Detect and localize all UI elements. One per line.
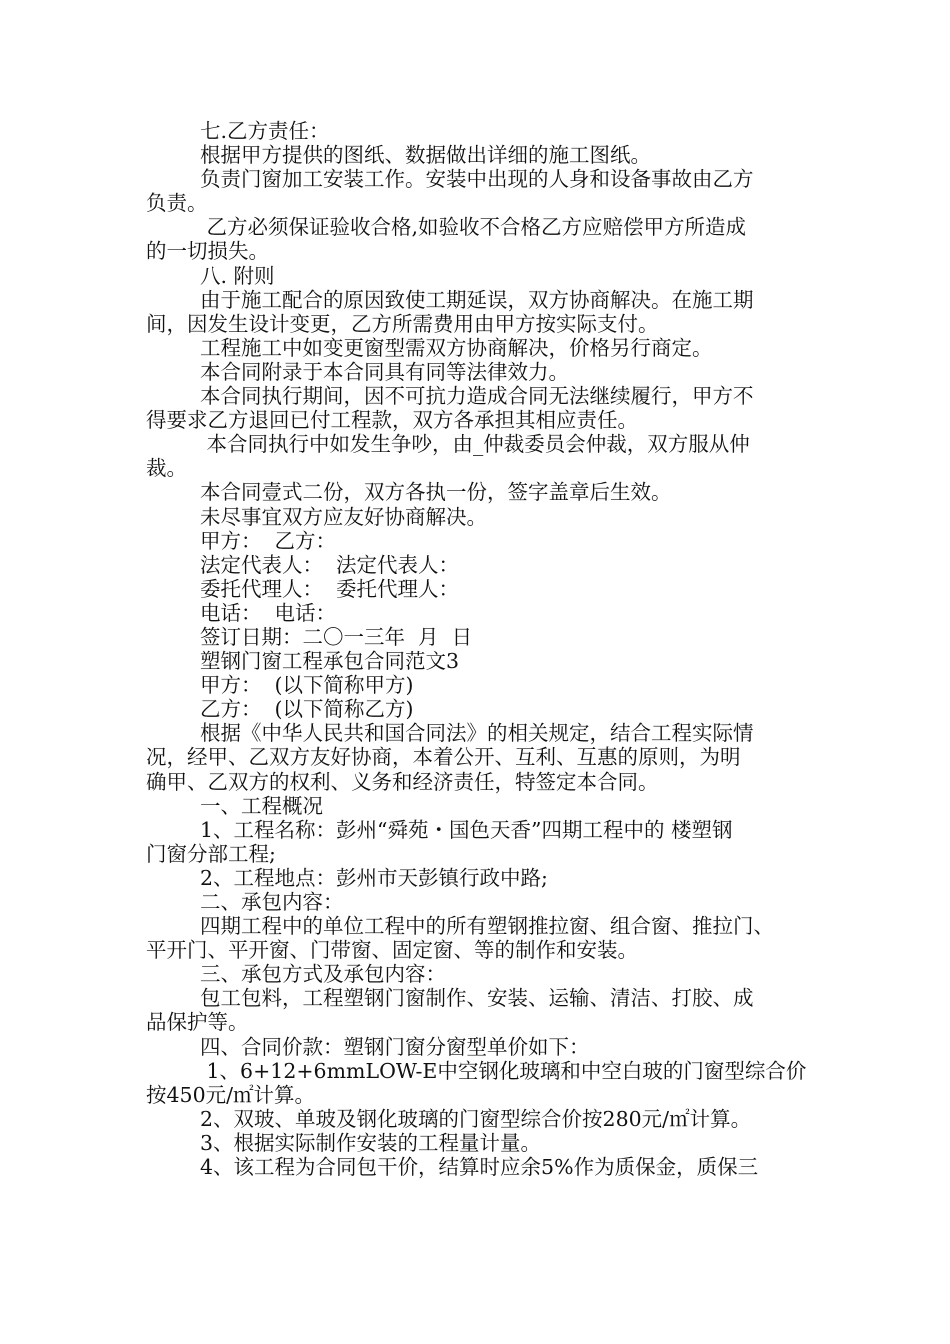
text-line: 负责。 bbox=[146, 191, 208, 216]
text-line: 得要求乙方退回已付工程款，双方各承担其相应责任。 bbox=[146, 408, 638, 433]
text-line: 二、承包内容： bbox=[200, 890, 344, 914]
text-line: 三、承包方式及承包内容： bbox=[200, 962, 446, 987]
text-line: 乙方必须保证验收合格,如验收不合格乙方应赔偿甲方所造成 bbox=[200, 215, 747, 240]
text-line: 未尽事宜双方应友好协商解决。 bbox=[200, 504, 487, 529]
text-line: 况，经甲、乙双方友好协商，本着公开、互利、互惠的原则，为明 bbox=[146, 745, 741, 770]
text-line: 本合同执行中如发生争吵，由_仲裁委员会仲裁，双方服从仲 bbox=[200, 432, 750, 457]
text-line: 七.乙方责任： bbox=[200, 119, 330, 143]
text-line: 甲方： (以下简称甲方) bbox=[200, 673, 414, 698]
text-line: 2、工程地点：彭州市天彭镇行政中路; bbox=[200, 865, 548, 890]
text-line: 门窗分部工程; bbox=[146, 841, 276, 866]
text-line: 由于施工配合的原因致使工期延误，双方协商解决。在施工期 bbox=[200, 287, 754, 312]
text-line: 确甲、乙双方的权利、义务和经济责任，特签定本合同。 bbox=[146, 769, 659, 794]
text-line: 四、合同价款：塑钢门窗分窗型单价如下： bbox=[200, 1034, 590, 1059]
text-line: 本合同附录于本合同具有同等法律效力。 bbox=[200, 359, 569, 384]
text-line: 签订日期：二〇一三年 月 日 bbox=[200, 624, 473, 649]
text-line: 甲方： 乙方： bbox=[200, 528, 337, 553]
text-line: 八. 附则 bbox=[200, 263, 275, 288]
text-line: 根据甲方提供的图纸、数据做出详细的施工图纸。 bbox=[200, 143, 651, 168]
text-line: 平开门、平开窗、门带窗、固定窗、等的制作和安装。 bbox=[146, 938, 638, 963]
text-line: 3、根据实际制作安装的工程量计量。 bbox=[200, 1130, 542, 1155]
text-line: 包工包料，工程塑钢门窗制作、安装、运输、清洁、打胶、成 bbox=[200, 986, 754, 1011]
text-line: 本合同壹式二份，双方各执一份，签字盖章后生效。 bbox=[200, 480, 672, 505]
text-line: 乙方： (以下简称乙方) bbox=[200, 697, 414, 722]
text-line: 间，因发生设计变更，乙方所需费用由甲方按实际支付。 bbox=[146, 311, 659, 336]
text-line: 2、双玻、单玻及钢化玻璃的门窗型综合价按280元/㎡计算。 bbox=[200, 1106, 752, 1131]
text-line: 一、工程概况 bbox=[200, 793, 323, 818]
text-line: 1、6+12+6mmLOW-E中空钢化玻璃和中空白玻的门窗型综合价 bbox=[200, 1058, 807, 1083]
text-line: 委托代理人： 委托代理人： bbox=[200, 576, 460, 601]
text-line: 四期工程中的单位工程中的所有塑钢推拉窗、组合窗、推拉门、 bbox=[200, 914, 774, 939]
text-line: 1、工程名称：彭州“舜苑・国色天香”四期工程中的 楼塑钢 bbox=[200, 817, 733, 842]
text-line: 法定代表人： 法定代表人： bbox=[200, 552, 460, 577]
text-line: 品保护等。 bbox=[146, 1010, 249, 1035]
document-body bbox=[146, 119, 806, 1179]
text-line: 裁。 bbox=[146, 456, 187, 481]
text-line: 按450元/㎡计算。 bbox=[146, 1082, 316, 1107]
text-line: 根据《中华人民共和国合同法》的相关规定，结合工程实际情 bbox=[200, 721, 754, 746]
text-line: 塑钢门窗工程承包合同范文3 bbox=[200, 649, 460, 674]
text-line: 工程施工中如变更窗型需双方协商解决，价格另行商定。 bbox=[200, 335, 713, 360]
text-line: 本合同执行期间，因不可抗力造成合同无法继续履行，甲方不 bbox=[200, 384, 754, 409]
text-line: 负责门窗加工安装工作。安装中出现的人身和设备事故由乙方 bbox=[200, 167, 754, 192]
text-line: 的一切损失。 bbox=[146, 239, 269, 264]
text-line: 4、该工程为合同包干价，结算时应余5%作为质保金，质保三 bbox=[200, 1155, 759, 1180]
text-line: 电话： 电话： bbox=[200, 600, 337, 625]
